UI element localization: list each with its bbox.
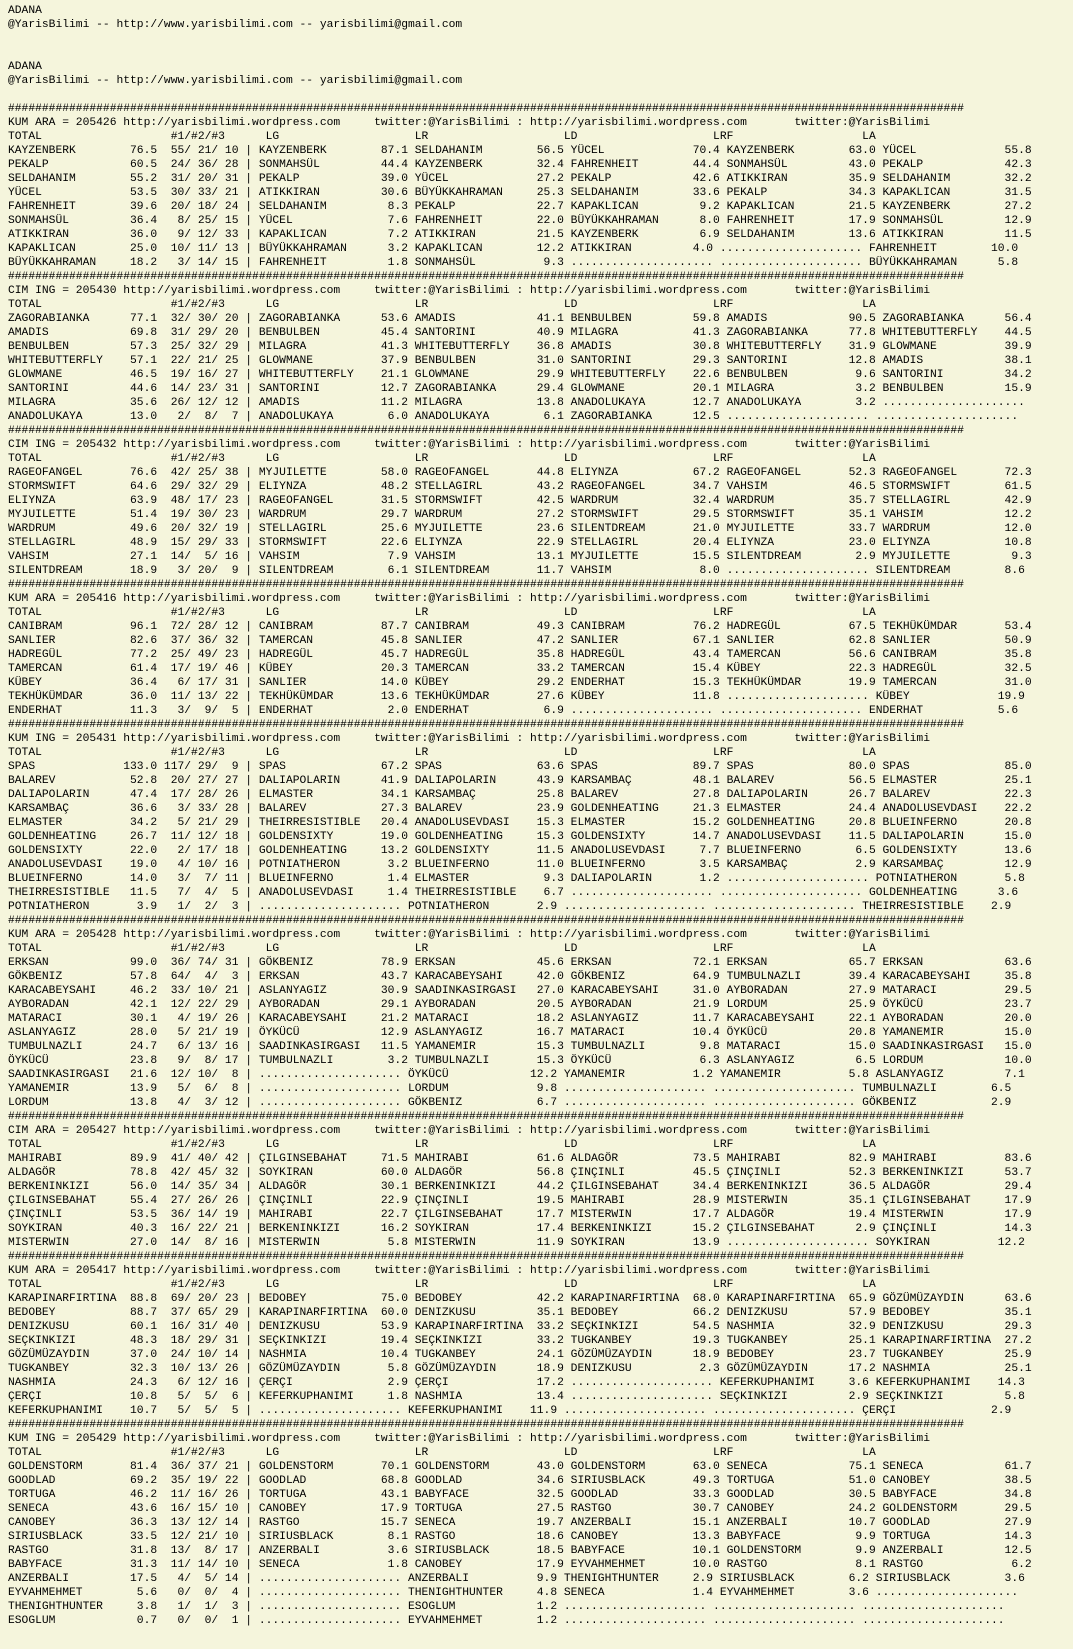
- separator-line: #############################################################################################################################################: [8, 579, 964, 591]
- race-title: KUM ARA = 205417 http://yarisbilimi.wordpress.com twitter:@YarisBilimi : http://yarisbilimi.wordpress.com twitter:@YarisBilimi: [8, 1265, 930, 1277]
- table-row: SAADINKASIRGASI 21.6 12/ 10/ 8 | ..................... ÖYKÜCÜ 12.2 YAMANEMIR 1.2 YAMANEMIR 5.8 ASLANYAGIZ 7.1: [8, 1069, 1025, 1081]
- race-title: CIM ARA = 205427 http://yarisbilimi.wordpress.com twitter:@YarisBilimi : http://yarisbilimi.wordpress.com twitter:@YarisBilimi: [8, 1125, 930, 1137]
- table-row: ÇINÇINLI 53.5 36/ 14/ 19 | MAHIRABI 22.7 ÇILGINSEBAHAT 17.7 MISTERWIN 17.7 ALDAGÖR 19.4 MISTERWIN 17.9: [8, 1209, 1032, 1221]
- table-row: WARDRUM 49.6 20/ 32/ 19 | STELLAGIRL 25.6 MYJUILETTE 23.6 SILENTDREAM 21.0 MYJUILETTE 33.7 WARDRUM 12.0: [8, 523, 1032, 535]
- table-row: YÜCEL 53.5 30/ 33/ 21 | ATIKKIRAN 30.6 BÜYÜKKAHRAMAN 25.3 SELDAHANIM 33.6 PEKALP 34.3 KAPAKLICAN 31.5: [8, 187, 1032, 199]
- table-row: VAHSIM 27.1 14/ 5/ 16 | VAHSIM 7.9 VAHSIM 13.1 MYJUILETTE 15.5 SILENTDREAM 2.9 MYJUILETTE 9.3: [8, 551, 1032, 563]
- column-header: TOTAL #1/#2/#3 LG LR LD LRF LA: [8, 607, 876, 619]
- table-row: BÜYÜKKAHRAMAN 18.2 3/ 14/ 15 | FAHRENHEIT 1.8 SONMAHSÜL 9.3 ..................... ..................... BÜYÜKKAHRAMAN 5.8: [8, 257, 1019, 269]
- table-row: KARACABEYSAHI 46.2 33/ 10/ 21 | ASLANYAGIZ 30.9 SAADINKASIRGASI 27.0 KARACABEYSAHI 31.0 AYBORADAN 27.9 MATARACI 29.5: [8, 985, 1032, 997]
- table-row: BEDOBEY 88.7 37/ 65/ 29 | KARAPINARFIRTINA 60.0 DENIZKUSU 35.1 BEDOBEY 66.2 DENIZKUSU 57.9 BEDOBEY 35.1: [8, 1307, 1032, 1319]
- table-row: SILENTDREAM 18.9 3/ 20/ 9 | SILENTDREAM 6.1 SILENTDREAM 11.7 VAHSIM 8.0 ..................... SILENTDREAM 8.6: [8, 565, 1025, 577]
- race-section: [8, 578, 1073, 718]
- column-header: TOTAL #1/#2/#3 LG LR LD LRF LA: [8, 943, 876, 955]
- report-title: ADANA: [8, 61, 42, 73]
- table-row: GOLDENHEATING 26.7 11/ 12/ 18 | GOLDENSIXTY 19.0 GOLDENHEATING 15.3 GOLDENSIXTY 14.7 ANADOLUSEVDASI 11.5 DALIAPOLARIN 15.0: [8, 831, 1032, 843]
- table-row: SANTORINI 44.6 14/ 23/ 31 | SANTORINI 12.7 ZAGORABIANKA 29.4 GLOWMANE 20.1 MILAGRA 3.2 BENBULBEN 15.9: [8, 383, 1032, 395]
- table-row: ELMASTER 34.2 5/ 21/ 29 | THEIRRESISTIBLE 20.4 ANADOLUSEVDASI 15.3 ELMASTER 15.2 GOLDENHEATING 20.8 BLUEINFERNO 20.8: [8, 817, 1032, 829]
- race-section: [8, 270, 1073, 424]
- table-row: KEFERKUPHANIMI 10.7 5/ 5/ 5 | ..................... KEFERKUPHANIMI 11.9 ..................... ..................... ÇERÇI 2.9: [8, 1405, 1012, 1417]
- table-row: TAMERCAN 61.4 17/ 19/ 46 | KÜBEY 20.3 TAMERCAN 33.2 TAMERCAN 15.4 KÜBEY 22.3 HADREGÜL 32.5: [8, 663, 1032, 675]
- table-row: TUGKANBEY 32.3 10/ 13/ 26 | GÖZÜMÜZAYDIN 5.8 GÖZÜMÜZAYDIN 18.9 DENIZKUSU 2.3 GÖZÜMÜZAYDIN 17.2 NASHMIA 25.1: [8, 1363, 1032, 1375]
- report-title: ADANA: [8, 5, 42, 17]
- column-header: TOTAL #1/#2/#3 LG LR LD LRF LA: [8, 1139, 876, 1151]
- table-row: KARAPINARFIRTINA 88.8 69/ 20/ 23 | BEDOBEY 75.0 BEDOBEY 42.2 KARAPINARFIRTINA 68.0 KARAPINARFIRTINA 65.9 GÖZÜMÜZAYDIN 63.6: [8, 1293, 1032, 1305]
- race-title: KUM ARA = 205416 http://yarisbilimi.wordpress.com twitter:@YarisBilimi : http://yarisbilimi.wordpress.com twitter:@YarisBilimi: [8, 593, 930, 605]
- blank-line: [8, 46, 1073, 60]
- table-row: AMADIS 69.8 31/ 29/ 20 | BENBULBEN 45.4 SANTORINI 40.9 MILAGRA 41.3 ZAGORABIANKA 77.8 WHITEBUTTERFLY 44.5: [8, 327, 1032, 339]
- table-row: SIRIUSBLACK 33.5 12/ 21/ 10 | SIRIUSBLACK 8.1 RASTGO 18.6 CANOBEY 13.3 BABYFACE 9.9 TORTUGA 14.3: [8, 1531, 1032, 1543]
- table-row: STELLAGIRL 48.9 15/ 29/ 33 | STORMSWIFT 22.6 ELIYNZA 22.9 STELLAGIRL 20.4 ELIYNZA 23.0 ELIYNZA 10.8: [8, 537, 1032, 549]
- table-row: ÖYKÜCÜ 23.8 9/ 8/ 17 | TUMBULNAZLI 3.2 TUMBULNAZLI 15.3 ÖYKÜCÜ 6.3 ASLANYAGIZ 6.5 LORDUM 10.0: [8, 1055, 1032, 1067]
- race-title: CIM ING = 205430 http://yarisbilimi.wordpress.com twitter:@YarisBilimi : http://yarisbilimi.wordpress.com twitter:@YarisBilimi: [8, 285, 930, 297]
- table-row: ÇERÇI 10.8 5/ 5/ 6 | KEFERKUPHANIMI 1.8 NASHMIA 13.4 ..................... SEÇKINKIZI 2.9 SEÇKINKIZI 5.8: [8, 1391, 1025, 1403]
- table-row: AYBORADAN 42.1 12/ 22/ 29 | AYBORADAN 29.1 AYBORADAN 20.5 AYBORADAN 21.9 LORDUM 25.9 ÖYKÜCÜ 23.7: [8, 999, 1032, 1011]
- race-section: [8, 1110, 1073, 1250]
- table-row: ANADOLUSEVDASI 19.0 4/ 10/ 16 | POTNIATHERON 3.2 BLUEINFERNO 11.0 BLUEINFERNO 3.5 KARSAMBAÇ 2.9 KARSAMBAÇ 12.9: [8, 859, 1032, 871]
- contact-line: @YarisBilimi -- http://www.yarisbilimi.com -- yarisbilimi@gmail.com: [8, 75, 463, 87]
- table-row: FAHRENHEIT 39.6 20/ 18/ 24 | SELDAHANIM 8.3 PEKALP 22.7 KAPAKLICAN 9.2 KAPAKLICAN 21.5 KAYZENBERK 27.2: [8, 201, 1032, 213]
- race-title: KUM ING = 205431 http://yarisbilimi.wordpress.com twitter:@YarisBilimi : http://yarisbilimi.wordpress.com twitter:@YarisBilimi: [8, 733, 930, 745]
- race-section: [8, 718, 1073, 914]
- table-row: MYJUILETTE 51.4 19/ 30/ 23 | WARDRUM 29.7 WARDRUM 27.2 STORMSWIFT 29.5 STORMSWIFT 35.1 VAHSIM 12.2: [8, 509, 1032, 521]
- separator-line: #############################################################################################################################################: [8, 271, 964, 283]
- table-row: DALIAPOLARIN 47.4 17/ 28/ 26 | ELMASTER 34.1 KARSAMBAÇ 25.8 BALAREV 27.8 DALIAPOLARIN 26.7 BALAREV 22.3: [8, 789, 1032, 801]
- table-row: ANZERBALI 17.5 4/ 5/ 14 | ..................... ANZERBALI 9.9 THENIGHTHUNTER 2.9 SIRIUSBLACK 6.2 SIRIUSBLACK 3.6: [8, 1573, 1025, 1585]
- table-row: ERKSAN 99.0 36/ 74/ 31 | GÖKBENIZ 78.9 ERKSAN 45.6 ERKSAN 72.1 ERKSAN 65.7 ERKSAN 63.6: [8, 957, 1032, 969]
- table-row: ALDAGÖR 78.8 42/ 45/ 32 | SOYKIRAN 60.0 ALDAGÖR 56.8 ÇINÇINLI 45.5 ÇINÇINLI 52.3 BERKENINKIZI 53.7: [8, 1167, 1032, 1179]
- table-row: ANADOLUKAYA 13.0 2/ 8/ 7 | ANADOLUKAYA 6.0 ANADOLUKAYA 6.1 ZAGORABIANKA 12.5 ..................... .....................: [8, 411, 1019, 423]
- column-header: TOTAL #1/#2/#3 LG LR LD LRF LA: [8, 299, 876, 311]
- table-row: KAYZENBERK 76.5 55/ 21/ 10 | KAYZENBERK 87.1 SELDAHANIM 56.5 YÜCEL 70.4 KAYZENBERK 63.0 YÜCEL 55.8: [8, 145, 1032, 157]
- table-row: ÇILGINSEBAHAT 55.4 27/ 26/ 26 | ÇINÇINLI 22.9 ÇINÇINLI 19.5 MAHIRABI 28.9 MISTERWIN 35.1 ÇILGINSEBAHAT 17.9: [8, 1195, 1032, 1207]
- table-row: GÖZÜMÜZAYDIN 37.0 24/ 10/ 14 | NASHMIA 10.4 TUGKANBEY 24.1 GÖZÜMÜZAYDIN 18.9 BEDOBEY 23.7 TUGKANBEY 25.9: [8, 1349, 1032, 1361]
- table-row: SELDAHANIM 55.2 31/ 20/ 31 | PEKALP 39.0 YÜCEL 27.2 PEKALP 42.6 ATIKKIRAN 35.9 SELDAHANIM 32.2: [8, 173, 1032, 185]
- race-sections: [8, 102, 1073, 1628]
- race-title: KUM ING = 205429 http://yarisbilimi.wordpress.com twitter:@YarisBilimi : http://yarisbilimi.wordpress.com twitter:@YarisBilimi: [8, 1433, 930, 1445]
- race-title: CIM ING = 205432 http://yarisbilimi.wordpress.com twitter:@YarisBilimi : http://yarisbilimi.wordpress.com twitter:@YarisBilimi: [8, 439, 930, 451]
- table-row: ELIYNZA 63.9 48/ 17/ 23 | RAGEOFANGEL 31.5 STORMSWIFT 42.5 WARDRUM 32.4 WARDRUM 35.7 STELLAGIRL 42.9: [8, 495, 1032, 507]
- table-row: WHITEBUTTERFLY 57.1 22/ 21/ 25 | GLOWMANE 37.9 BENBULBEN 31.0 SANTORINI 29.3 SANTORINI 12.8 AMADIS 38.1: [8, 355, 1032, 367]
- column-header: TOTAL #1/#2/#3 LG LR LD LRF LA: [8, 1447, 876, 1459]
- column-header: TOTAL #1/#2/#3 LG LR LD LRF LA: [8, 747, 876, 759]
- table-row: KÜBEY 36.4 6/ 17/ 31 | SANLIER 14.0 KÜBEY 29.2 ENDERHAT 15.3 TEKHÜKÜMDAR 19.9 TAMERCAN 31.0: [8, 677, 1032, 689]
- table-row: CANOBEY 36.3 13/ 12/ 14 | RASTGO 15.7 SENECA 19.7 ANZERBALI 15.1 ANZERBALI 10.7 GOODLAD 27.9: [8, 1517, 1032, 1529]
- table-row: MATARACI 30.1 4/ 19/ 26 | KARACABEYSAHI 21.2 MATARACI 18.2 ASLANYAGIZ 11.7 KARACABEYSAHI 22.1 AYBORADAN 20.0: [8, 1013, 1032, 1025]
- table-row: BERKENINKIZI 56.0 14/ 35/ 34 | ALDAGÖR 30.1 BERKENINKIZI 44.2 ÇILGINSEBAHAT 34.4 BERKENINKIZI 36.5 ALDAGÖR 29.4: [8, 1181, 1032, 1193]
- table-row: STORMSWIFT 64.6 29/ 32/ 29 | ELIYNZA 48.2 STELLAGIRL 43.2 RAGEOFANGEL 34.7 VAHSIM 46.5 STORMSWIFT 61.5: [8, 481, 1032, 493]
- table-row: BENBULBEN 57.3 25/ 32/ 29 | MILAGRA 41.3 WHITEBUTTERFLY 36.8 AMADIS 30.8 WHITEBUTTERFLY 31.9 GLOWMANE 39.9: [8, 341, 1032, 353]
- table-row: TORTUGA 46.2 11/ 16/ 26 | TORTUGA 43.1 BABYFACE 32.5 GOODLAD 33.3 GOODLAD 30.5 BABYFACE 34.8: [8, 1489, 1032, 1501]
- table-row: RAGEOFANGEL 76.6 42/ 25/ 38 | MYJUILETTE 58.0 RAGEOFANGEL 44.8 ELIYNZA 67.2 RAGEOFANGEL 52.3 RAGEOFANGEL 72.3: [8, 467, 1032, 479]
- table-row: SOYKIRAN 40.3 16/ 22/ 21 | BERKENINKIZI 16.2 SOYKIRAN 17.4 BERKENINKIZI 15.2 ÇILGINSEBAHAT 2.9 ÇINÇINLI 14.3: [8, 1223, 1032, 1235]
- table-row: GOLDENSIXTY 22.0 2/ 17/ 18 | GOLDENHEATING 13.2 GOLDENSIXTY 11.5 ANADOLUSEVDASI 7.7 BLUEINFERNO 6.5 GOLDENSIXTY 13.6: [8, 845, 1032, 857]
- table-row: ESOGLUM 0.7 0/ 0/ 1 | ..................... EYVAHMEHMET 1.2 ..................... ..................... .....................: [8, 1615, 1005, 1627]
- table-row: SPAS 133.0 117/ 29/ 9 | SPAS 67.2 SPAS 63.6 SPAS 89.7 SPAS 80.0 SPAS 85.0: [8, 761, 1032, 773]
- table-row: DENIZKUSU 60.1 16/ 31/ 40 | DENIZKUSU 53.9 KARAPINARFIRTINA 33.2 SEÇKINKIZI 54.5 NASHMIA 32.9 DENIZKUSU 29.3: [8, 1321, 1032, 1333]
- table-row: TUMBULNAZLI 24.7 6/ 13/ 16 | SAADINKASIRGASI 11.5 YAMANEMIR 15.3 TUMBULNAZLI 9.8 MATARACI 15.0 SAADINKASIRGASI 15.0: [8, 1041, 1032, 1053]
- table-row: ATIKKIRAN 36.0 9/ 12/ 33 | KAPAKLICAN 7.2 ATIKKIRAN 21.5 KAYZENBERK 6.9 SELDAHANIM 13.6 ATIKKIRAN 11.5: [8, 229, 1032, 241]
- table-row: CANIBRAM 96.1 72/ 28/ 12 | CANIBRAM 87.7 CANIBRAM 49.3 CANIBRAM 76.2 HADREGÜL 67.5 TEKHÜKÜMDAR 53.4: [8, 621, 1032, 633]
- separator-line: #############################################################################################################################################: [8, 425, 964, 437]
- separator-line: #############################################################################################################################################: [8, 1419, 964, 1431]
- table-row: POTNIATHERON 3.9 1/ 2/ 3 | ..................... POTNIATHERON 2.9 ..................... ..................... THEIRRESISTIBLE 2.9: [8, 901, 1012, 913]
- race-section: [8, 102, 1073, 270]
- separator-line: #############################################################################################################################################: [8, 103, 964, 115]
- table-row: BALAREV 52.8 20/ 27/ 27 | DALIAPOLARIN 41.9 DALIAPOLARIN 43.9 KARSAMBAÇ 48.1 BALAREV 56.5 ELMASTER 25.1: [8, 775, 1032, 787]
- blank-line: [8, 32, 1073, 46]
- table-row: KAPAKLICAN 25.0 10/ 11/ 13 | BÜYÜKKAHRAMAN 3.2 KAPAKLICAN 12.2 ATIKKIRAN 4.0 ..................... FAHRENHEIT 10.0: [8, 243, 1019, 255]
- table-row: RASTGO 31.8 13/ 8/ 17 | ANZERBALI 3.6 SIRIUSBLACK 18.5 BABYFACE 10.1 GOLDENSTORM 9.9 ANZERBALI 12.5: [8, 1545, 1032, 1557]
- race-title: KUM ARA = 205428 http://yarisbilimi.wordpress.com twitter:@YarisBilimi : http://yarisbilimi.wordpress.com twitter:@YarisBilimi: [8, 929, 930, 941]
- column-header: TOTAL #1/#2/#3 LG LR LD LRF LA: [8, 453, 876, 465]
- table-row: SANLIER 82.6 37/ 36/ 32 | TAMERCAN 45.8 SANLIER 47.2 SANLIER 67.1 SANLIER 62.8 SANLIER 50.9: [8, 635, 1032, 647]
- race-title: KUM ARA = 205426 http://yarisbilimi.wordpress.com twitter:@YarisBilimi : http://yarisbilimi.wordpress.com twitter:@YarisBilimi: [8, 117, 930, 129]
- table-row: PEKALP 60.5 24/ 36/ 28 | SONMAHSÜL 44.4 KAYZENBERK 32.4 FAHRENHEIT 44.4 SONMAHSÜL 43.0 PEKALP 42.3: [8, 159, 1032, 171]
- contact-line: @YarisBilimi -- http://www.yarisbilimi.com -- yarisbilimi@gmail.com: [8, 19, 463, 31]
- table-row: EYVAHMEHMET 5.6 0/ 0/ 4 | ..................... THENIGHTHUNTER 4.8 SENECA 1.4 EYVAHMEHMET 3.6 .....................: [8, 1587, 1019, 1599]
- separator-line: #############################################################################################################################################: [8, 1251, 964, 1263]
- table-row: SEÇKINKIZI 48.3 18/ 29/ 31 | SEÇKINKIZI 19.4 SEÇKINKIZI 33.2 TUGKANBEY 19.3 TUGKANBEY 25.1 KARAPINARFIRTINA 27.2: [8, 1335, 1032, 1347]
- table-row: BABYFACE 31.3 11/ 14/ 10 | SENECA 1.8 CANOBEY 17.9 EYVAHMEHMET 10.0 RASTGO 8.1 RASTGO 6.2: [8, 1559, 1032, 1571]
- table-row: GLOWMANE 46.5 19/ 16/ 27 | WHITEBUTTERFLY 21.1 GLOWMANE 29.9 WHITEBUTTERFLY 22.6 BENBULBEN 9.6 SANTORINI 34.2: [8, 369, 1032, 381]
- race-section: [8, 1418, 1073, 1628]
- table-row: SENECA 43.6 16/ 15/ 10 | CANOBEY 17.9 TORTUGA 27.5 RASTGO 30.7 CANOBEY 24.2 GOLDENSTORM 29.5: [8, 1503, 1032, 1515]
- race-section: [8, 914, 1073, 1110]
- separator-line: #############################################################################################################################################: [8, 719, 964, 731]
- table-row: BLUEINFERNO 14.0 3/ 7/ 11 | BLUEINFERNO 1.4 ELMASTER 9.3 DALIAPOLARIN 1.2 ..................... POTNIATHERON 5.8: [8, 873, 1025, 885]
- blank-line: [8, 88, 1073, 102]
- table-row: THENIGHTHUNTER 3.8 1/ 1/ 3 | ..................... ESOGLUM 1.2 ..................... ..................... .....................: [8, 1601, 1005, 1613]
- table-row: YAMANEMIR 13.9 5/ 6/ 8 | ..................... LORDUM 9.8 ..................... ..................... TUMBULNAZLI 6.5: [8, 1083, 1012, 1095]
- table-row: SONMAHSÜL 36.4 8/ 25/ 15 | YÜCEL 7.6 FAHRENHEIT 22.0 BÜYÜKKAHRAMAN 8.0 FAHRENHEIT 17.9 SONMAHSÜL 12.9: [8, 215, 1032, 227]
- race-section: [8, 424, 1073, 578]
- race-section: [8, 1250, 1073, 1418]
- table-row: NASHMIA 24.3 6/ 12/ 16 | ÇERÇI 2.9 ÇERÇI 17.2 ..................... KEFERKUPHANIMI 3.6 KEFERKUPHANIMI 14.3: [8, 1377, 1025, 1389]
- table-row: GÖKBENIZ 57.8 64/ 4/ 3 | ERKSAN 43.7 KARACABEYSAHI 42.0 GÖKBENIZ 64.9 TUMBULNAZLI 39.4 KARACABEYSAHI 35.8: [8, 971, 1032, 983]
- table-row: ZAGORABIANKA 77.1 32/ 30/ 20 | ZAGORABIANKA 53.6 AMADIS 41.1 BENBULBEN 59.8 AMADIS 90.5 ZAGORABIANKA 56.4: [8, 313, 1032, 325]
- table-row: THEIRRESISTIBLE 11.5 7/ 4/ 5 | ANADOLUSEVDASI 1.4 THEIRRESISTIBLE 6.7 ..................... ..................... GOLDENHEATING 3.6: [8, 887, 1019, 899]
- table-row: ENDERHAT 11.3 3/ 9/ 5 | ENDERHAT 2.0 ENDERHAT 6.9 ..................... ..................... ENDERHAT 5.6: [8, 705, 1019, 717]
- column-header: TOTAL #1/#2/#3 LG LR LD LRF LA: [8, 131, 876, 143]
- table-row: GOODLAD 69.2 35/ 19/ 22 | GOODLAD 68.8 GOODLAD 34.6 SIRIUSBLACK 49.3 TORTUGA 51.0 CANOBEY 38.5: [8, 1475, 1032, 1487]
- table-row: HADREGÜL 77.2 25/ 49/ 23 | HADREGÜL 45.7 HADREGÜL 35.8 HADREGÜL 43.4 TAMERCAN 56.6 CANIBRAM 35.8: [8, 649, 1032, 661]
- column-header: TOTAL #1/#2/#3 LG LR LD LRF LA: [8, 1279, 876, 1291]
- table-row: KARSAMBAÇ 36.6 3/ 33/ 28 | BALAREV 27.3 BALAREV 23.9 GOLDENHEATING 21.3 ELMASTER 24.4 ANADOLUSEVDASI 22.2: [8, 803, 1032, 815]
- table-row: MISTERWIN 27.0 14/ 8/ 16 | MISTERWIN 5.8 MISTERWIN 11.9 SOYKIRAN 13.9 ..................... SOYKIRAN 12.2: [8, 1237, 1025, 1249]
- table-row: MAHIRABI 89.9 41/ 40/ 42 | ÇILGINSEBAHAT 71.5 MAHIRABI 61.6 ALDAGÖR 73.5 MAHIRABI 82.9 MAHIRABI 83.6: [8, 1153, 1032, 1165]
- table-row: ASLANYAGIZ 28.0 5/ 21/ 19 | ÖYKÜCÜ 12.9 ASLANYAGIZ 16.7 MATARACI 10.4 ÖYKÜCÜ 20.8 YAMANEMIR 15.0: [8, 1027, 1032, 1039]
- table-row: LORDUM 13.8 4/ 3/ 12 | ..................... GÖKBENIZ 6.7 ..................... ..................... GÖKBENIZ 2.9: [8, 1097, 1012, 1109]
- table-row: TEKHÜKÜMDAR 36.0 11/ 13/ 22 | TEKHÜKÜMDAR 13.6 TEKHÜKÜMDAR 27.6 KÜBEY 11.8 ..................... KÜBEY 19.9: [8, 691, 1025, 703]
- separator-line: #############################################################################################################################################: [8, 915, 964, 927]
- separator-line: #############################################################################################################################################: [8, 1111, 964, 1123]
- table-row: GOLDENSTORM 81.4 36/ 37/ 21 | GOLDENSTORM 70.1 GOLDENSTORM 43.0 GOLDENSTORM 63.0 SENECA 75.1 SENECA 61.7: [8, 1461, 1032, 1473]
- table-row: MILAGRA 35.6 26/ 12/ 12 | AMADIS 11.2 MILAGRA 13.8 ANADOLUKAYA 12.7 ANADOLUKAYA 3.2 .....................: [8, 397, 1025, 409]
